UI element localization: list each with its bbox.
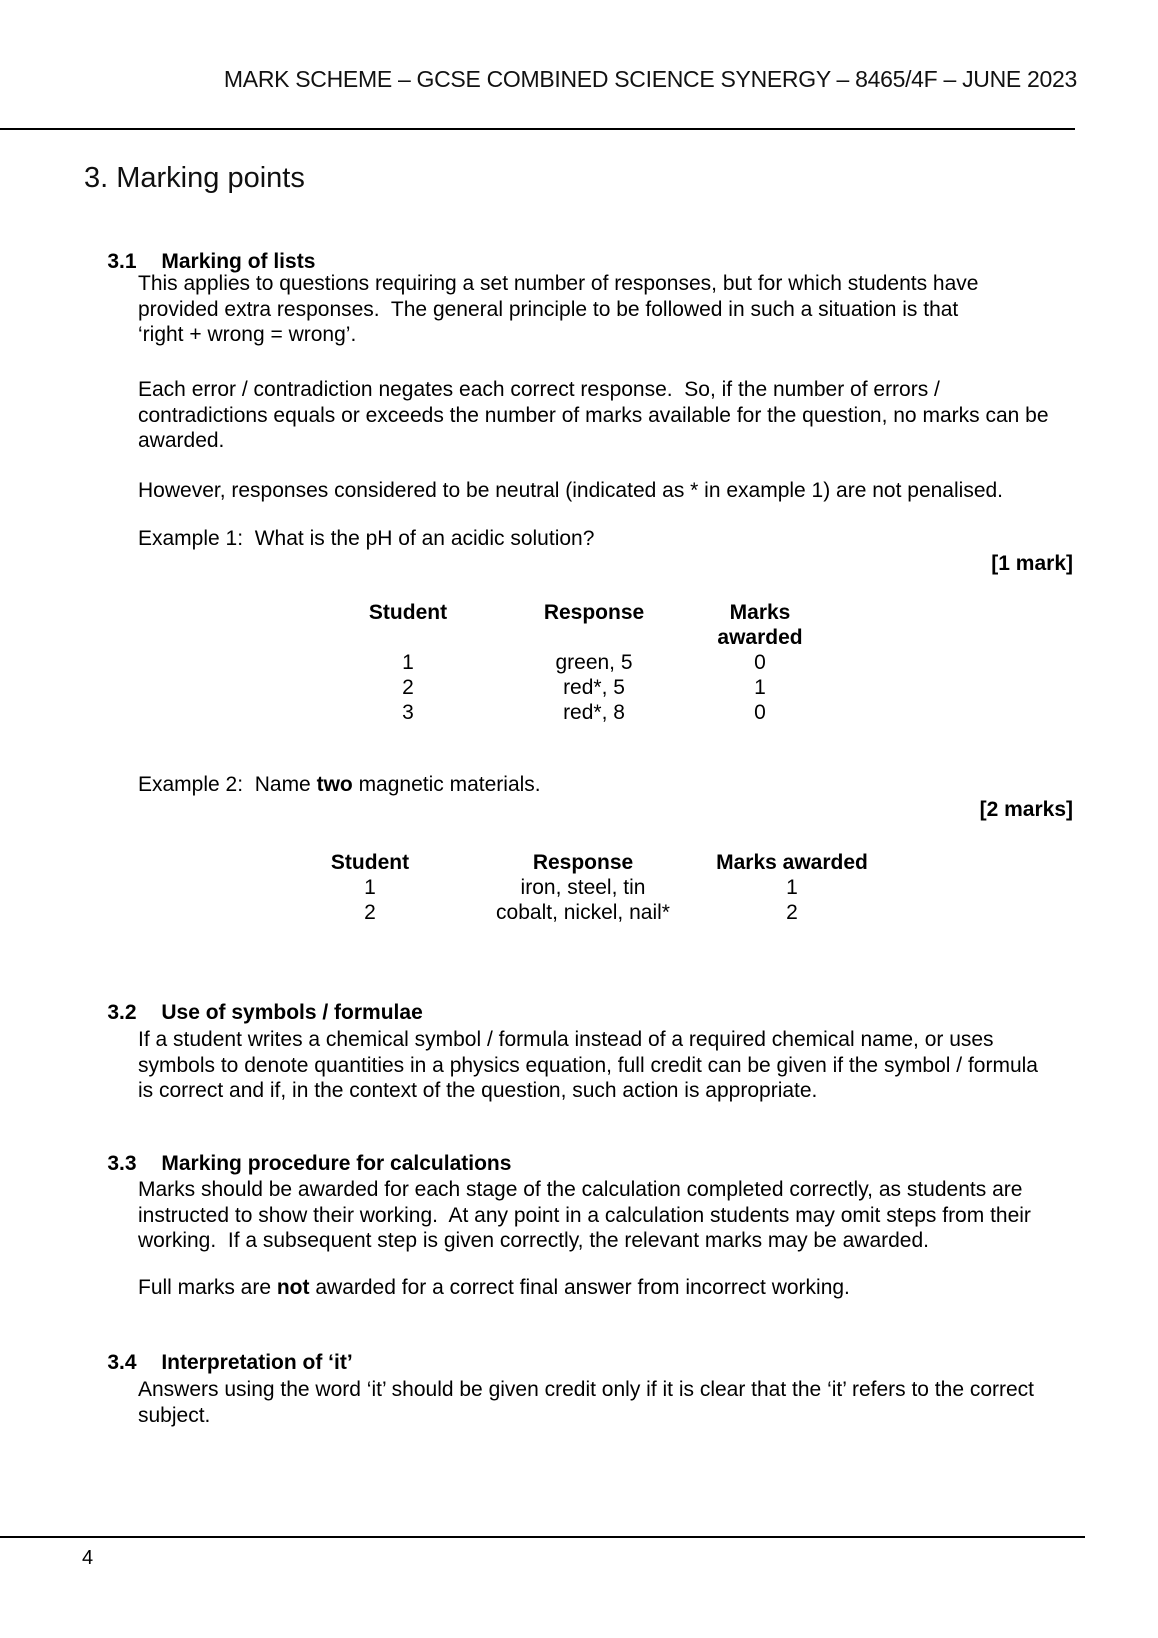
example-2-post: magnetic materials. — [352, 773, 541, 796]
example-1-question — [138, 526, 594, 552]
paragraph-line: instructed to show their working. At any point in a calculation students may omit steps from their — [138, 1203, 1031, 1227]
section-title: Marking procedure for calculations — [161, 1151, 512, 1175]
cell-marks: 1 — [754, 676, 766, 699]
example-2-question — [138, 772, 541, 798]
paragraph-3-1-c — [138, 478, 1003, 504]
table-header-row — [280, 850, 878, 875]
document-header: MARK SCHEME – GCSE COMBINED SCIENCE SYNERGY – 8465/4F – JUNE 2023 — [223, 66, 1077, 92]
paragraph-3-1-a — [138, 271, 978, 348]
paragraph-line: Marks should be awarded for each stage of the calculation completed correctly, as students are — [138, 1178, 1023, 1201]
paragraph-3-2 — [138, 1027, 1038, 1104]
paragraph-line: However, responses considered to be neutral (indicated as * in example 1) are not penalised. — [138, 479, 1004, 502]
paragraph-3-3-a — [138, 1177, 1031, 1254]
paragraph-line: Example 1: What is the pH of an acidic solution? — [138, 527, 595, 550]
cell-student: 1 — [402, 651, 414, 674]
paragraph-line: contradictions equals or exceeds the number of marks available for the question, no marks can be — [138, 403, 1049, 427]
page-number: 4 — [82, 1547, 94, 1569]
paragraph-line — [138, 1275, 850, 1301]
table-row — [328, 700, 820, 725]
cell-response: green, 5 — [555, 651, 633, 674]
cell-student: 3 — [402, 701, 414, 724]
cell-marks: 2 — [786, 901, 798, 924]
paragraph-line: ‘right + wrong = wrong’. — [138, 323, 357, 346]
cell-marks: 0 — [754, 651, 766, 674]
paragraph-line: If a student writes a chemical symbol / formula instead of a required chemical name, or uses — [138, 1028, 994, 1051]
paragraph-line: is correct and if, in the context of the question, such action is appropriate. — [138, 1079, 818, 1102]
section-number: 3.3 — [107, 1151, 137, 1175]
cell-response: iron, steel, tin — [520, 876, 646, 899]
cell-response: cobalt, nickel, nail* — [496, 901, 670, 924]
section-title: Interpretation of ‘it’ — [161, 1350, 353, 1374]
column-header-student: Student — [330, 851, 410, 874]
footer-rule — [0, 1536, 1085, 1538]
cell-marks: 1 — [786, 876, 798, 899]
example-1-table — [328, 600, 820, 725]
table-header-row — [328, 600, 820, 650]
paragraph-line: working. If a subsequent step is given correctly, the relevant marks may be awarded. — [138, 1229, 929, 1252]
section-title: Marking of lists — [161, 249, 316, 273]
full-marks-bold-word: not — [276, 1276, 310, 1299]
column-header-marks-awarded: Marks awarded — [716, 851, 868, 874]
paragraph-line: provided extra responses. The general principle to be followed in such a situation is that — [138, 297, 959, 321]
column-header-student: Student — [368, 601, 448, 624]
paragraph-line — [138, 772, 541, 798]
table-row — [328, 650, 820, 675]
full-marks-pre: Full marks are — [138, 1276, 277, 1299]
paragraph-line: This applies to questions requiring a set number of responses, but for which students have — [138, 272, 979, 295]
section-number: 3.4 — [107, 1350, 137, 1374]
paragraph-3-4 — [138, 1377, 1034, 1428]
paragraph-line: Each error / contradiction negates each correct response. So, if the number of errors / — [138, 378, 940, 401]
paragraph-line: symbols to denote quantities in a physics equation, full credit can be given if the symbol / formula — [138, 1053, 1038, 1077]
example-2-table — [280, 850, 878, 925]
column-header-marks-awarded: Marks awarded — [717, 601, 803, 649]
cell-student: 2 — [402, 676, 414, 699]
cell-student: 2 — [364, 901, 376, 924]
table-row — [328, 675, 820, 700]
section-title: Use of symbols / formulae — [161, 1000, 423, 1024]
section-number: 3.2 — [107, 1000, 137, 1024]
table-row — [280, 900, 878, 925]
column-header-response: Response — [543, 601, 645, 624]
paragraph-line: Answers using the word ‘it’ should be given credit only if it is clear that the ‘it’ refers to the correct — [138, 1378, 1035, 1401]
paragraph-3-3-b — [138, 1275, 850, 1301]
mark-allocation-2: [2 marks] — [979, 798, 1073, 821]
page-title: 3. Marking points — [84, 162, 305, 194]
example-2-pre: Example 2: Name — [138, 773, 317, 796]
full-marks-post: awarded for a correct final answer from incorrect working. — [309, 1276, 850, 1299]
column-header-response: Response — [532, 851, 634, 874]
example-2-bold-word: two — [316, 773, 353, 796]
paragraph-line: awarded. — [138, 429, 225, 452]
header-rule — [0, 128, 1075, 130]
cell-marks: 0 — [754, 701, 766, 724]
cell-response: red*, 8 — [563, 701, 625, 724]
paragraph-3-1-b — [138, 377, 1049, 454]
paragraph-line: subject. — [138, 1403, 211, 1427]
cell-student: 1 — [364, 876, 376, 899]
mark-allocation-1: [1 mark] — [991, 552, 1073, 575]
table-row — [280, 875, 878, 900]
cell-response: red*, 5 — [563, 676, 625, 699]
section-number: 3.1 — [107, 249, 137, 273]
